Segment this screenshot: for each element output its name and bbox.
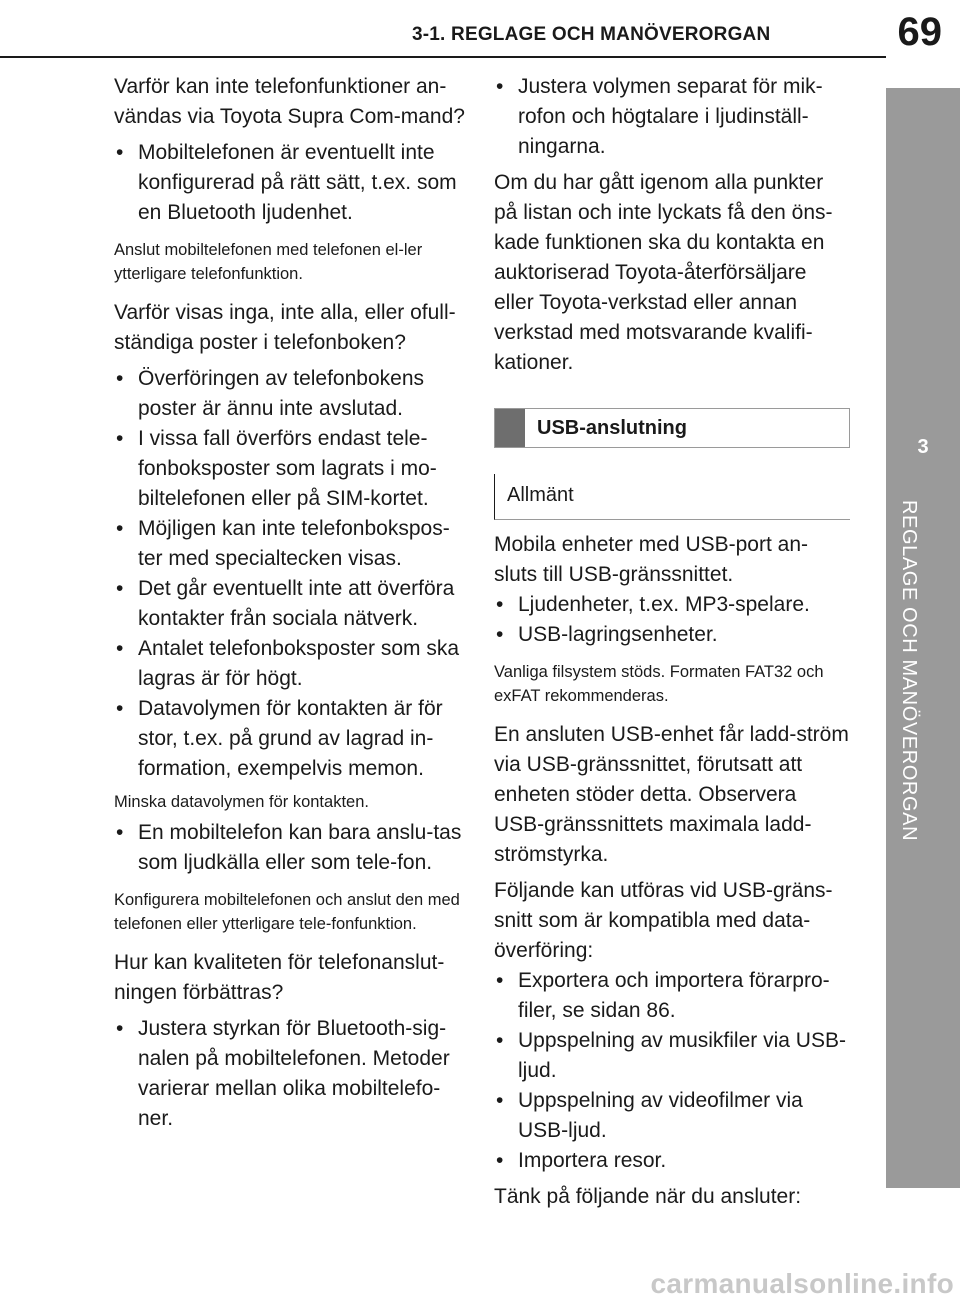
list-item: • Justera styrkan för Bluetooth-sig-nalen på mobiltelefonen. Metoder varierar mellan olika mobiltelefo-ner. — [114, 1014, 470, 1134]
chapter-label: REGLAGE OCH MANÖVERORGAN — [898, 500, 920, 842]
right-column — [494, 72, 850, 1218]
list-item: • Antalet telefonboksposter som ska lagras är för högt. — [114, 634, 470, 694]
top-bullet-list — [494, 72, 850, 162]
list-item: • Exportera och importera förarpro-filer, se sidan 86. — [494, 966, 850, 1026]
q1-note: Anslut mobiltelefonen med telefonen el-ler ytterligare telefonfunktion. — [114, 241, 423, 283]
list-item: • USB-lagringsenheter. — [494, 620, 850, 650]
paragraph-data-transfer: Följande kan utföras vid USB-gräns-snitt som är kompatibla med data-överföring: — [494, 879, 833, 962]
question-3: Hur kan kvaliteten för telefonanslut-ningen förbättras? — [114, 951, 445, 1004]
section-heading-title: USB-anslutning — [537, 416, 687, 439]
question-1: Varför kan inte telefonfunktioner an-vändas via Toyota Supra Com-mand? — [114, 75, 465, 128]
list-item: • Möjligen kan inte telefonbokspos-ter med specialtecken visas. — [114, 514, 470, 574]
q2-bullet-list-b — [114, 818, 470, 878]
paragraph-charging: En ansluten USB-enhet får ladd-ström via USB-gränssnittet, förutsatt att enheten stöder detta. Observera USB-gränssnittets maximala ladd-strömstyrka. — [494, 723, 849, 866]
page-number-box — [886, 0, 960, 72]
list-item: • Justera volymen separat för mik-rofon och högtalare i ljudinställ-ningarna. — [494, 72, 850, 162]
list-item: • Uppspelning av musikfiler via USB-ljud. — [494, 1026, 850, 1086]
section-heading-bar — [495, 409, 525, 447]
list-item: • Datavolymen för kontakten är för stor, t.ex. på grund av lagrad in-formation, exempelvis memon. — [114, 694, 470, 784]
header-rule — [0, 56, 886, 58]
list-item: • En mobiltelefon kan bara anslu-tas som ljudkälla eller som tele-fon. — [114, 818, 470, 878]
filesystem-note: Vanliga filsystem stöds. Formaten FAT32 och exFAT rekommenderas. — [494, 663, 824, 705]
paragraph-connect-notes: Tänk på följande när du ansluter: — [494, 1185, 802, 1208]
paragraph-usb-devices: Mobila enheter med USB-port an-sluts till USB-gränssnittet. — [494, 533, 808, 586]
subheading-general: Allmänt — [494, 474, 850, 520]
watermark: carmanualsonline.info — [650, 1268, 954, 1299]
data-transfer-list — [494, 966, 850, 1176]
question-2: Varför visas inga, inte alla, eller ofull-ständiga poster i telefonboken? — [114, 301, 456, 354]
list-item: • Mobiltelefonen är eventuellt inte konfigurerad på rätt sätt, t.ex. som en Bluetooth ljudenhet. — [114, 138, 470, 228]
left-column — [114, 72, 470, 1140]
list-item: • I vissa fall överförs endast tele-fonboksposter som lagrats i mo-biltelefonen eller på SIM-kortet. — [114, 424, 470, 514]
q1-bullet-list — [114, 138, 470, 228]
list-item: • Ljudenheter, t.ex. MP3-spelare. — [494, 590, 850, 620]
page-number: 69 — [897, 10, 942, 54]
section-header-title: 3-1. REGLAGE OCH MANÖVERORGAN — [412, 24, 771, 45]
list-item: • Uppspelning av videofilmer via USB-ljud. — [494, 1086, 850, 1146]
list-item: • Det går eventuellt inte att överföra kontakter från sociala nätverk. — [114, 574, 470, 634]
q3-bullet-list — [114, 1014, 470, 1134]
section-heading-usb — [494, 408, 850, 448]
page-header — [0, 0, 960, 58]
list-item: • Importera resor. — [494, 1146, 850, 1176]
chapter-number: 3 — [917, 436, 929, 458]
q2-note: Minska datavolymen för kontakten. — [114, 793, 369, 811]
paragraph-contact: Om du har gått igenom alla punkter på listan och inte lyckats få den öns-kade funktionen ska du kontakta en auktoriserad Toyota-återförsäljare eller Toyota-verkstad eller annan verkstad med motsvarande kvalifi-kationer. — [494, 171, 833, 374]
usb-device-list — [494, 590, 850, 650]
list-item: • Överföringen av telefonbokens poster är ännu inte avslutad. — [114, 364, 470, 424]
q2-note-b: Konfigurera mobiltelefonen och anslut den med telefonen eller ytterligare tele-fonfunktion. — [114, 891, 460, 933]
q2-bullet-list — [114, 364, 470, 784]
